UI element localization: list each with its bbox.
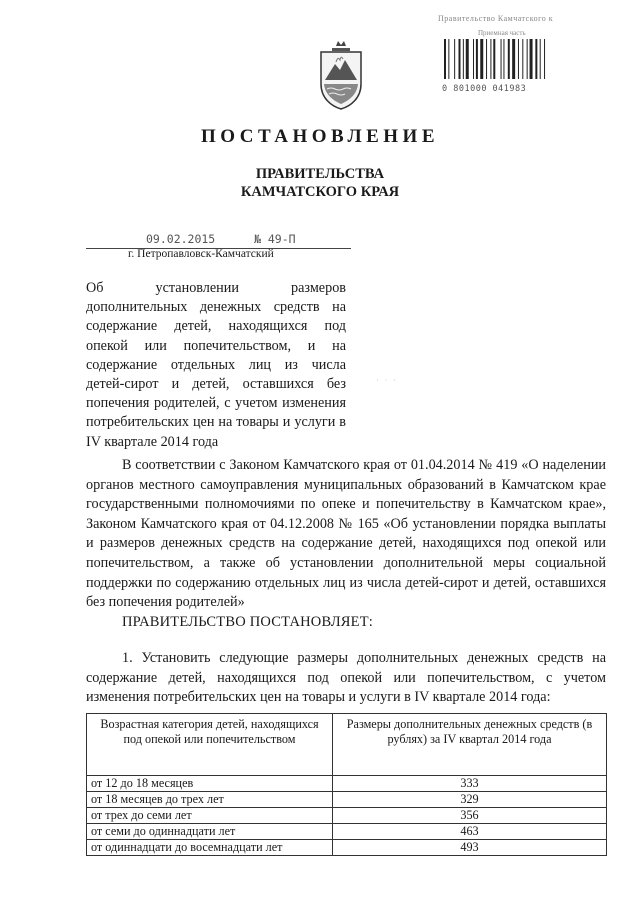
stamp-issuer: Правительство Камчатского к — [438, 14, 554, 23]
table-row — [87, 824, 607, 840]
stamp-office: Приемная часть — [478, 29, 526, 37]
authority-line-2: КАМЧАТСКОГО КРАЯ — [240, 184, 400, 200]
registration-stamp — [438, 14, 618, 94]
subject-heading: Об установлении размеров дополнительных денежных средств на содержание детей, находящихся под опекой или попечительством, и на содержание отдельных лиц из числа детей-сирот и детей, оставшихся без попечения родителей, с учетом изменения потребительских цен на товары и услуги в IV квартале 2014 года — [86, 280, 346, 450]
document-title: ПОСТАНОВЛЕНИЕ — [200, 126, 440, 147]
city: г. Петропавловск-Камчатский — [128, 248, 274, 260]
date-number-line — [86, 230, 351, 249]
category-cell: от 12 до 18 месяцев — [87, 776, 333, 792]
clause-1: 1. Установить следующие размеры дополнительных денежных средств на содержание детей, находящихся под опекой или попечительством, с учетом изменения потребительских цен на товары и услуги в IV квартале 2014 года: — [86, 650, 606, 706]
scan-speckle: · · · — [376, 376, 398, 385]
amount-cell: 463 — [333, 824, 607, 840]
category-cell: от 18 месяцев до трех лет — [87, 792, 333, 808]
table-row — [87, 808, 607, 824]
table-header-row — [87, 714, 607, 776]
category-cell: от одиннадцати до восемнадцати лет — [87, 840, 333, 856]
document-number: № 49-П — [254, 232, 296, 246]
table-row — [87, 776, 607, 792]
authority-line-1: ПРАВИТЕЛЬСТВА — [255, 166, 385, 182]
category-cell: от семи до одиннадцати лет — [87, 824, 333, 840]
coat-of-arms-icon — [316, 40, 366, 112]
barcode-number: 0 801000 041983 — [442, 84, 527, 94]
column-header-amount: Размеры дополнительных денежных средств (в рублях) за IV квартал 2014 года — [333, 714, 607, 776]
preamble-paragraph: В соответствии с Законом Камчатского края от 01.04.2014 № 419 «О наделении органов местного самоуправления муниципальных образований в Камчатском крае государственными полномочиями по опеке и попечительству в Камчатском крае», Законом Камчатского края от 04.12.2008 № 165 «Об установлении порядка выплаты и размеров денежных средств на содержание детей, находящихся под опекой или попечительством, а также об установлении дополнительной меры социальной поддержки по содержанию отдельных лиц из числа детей-сирот и детей, оставшихся без попечения родителей» — [86, 457, 606, 611]
rates-table — [86, 713, 607, 856]
table-row — [87, 792, 607, 808]
amount-cell: 356 — [333, 808, 607, 824]
amount-cell: 329 — [333, 792, 607, 808]
table-row — [87, 840, 607, 856]
column-header-category: Возрастная категория детей, находящихся под опекой или попечительством — [87, 714, 333, 776]
category-cell: от трех до семи лет — [87, 808, 333, 824]
decree-statement: ПРАВИТЕЛЬСТВО ПОСТАНОВЛЯЕТ: — [122, 614, 374, 630]
amount-cell: 493 — [333, 840, 607, 856]
barcode — [444, 39, 569, 79]
amount-cell: 333 — [333, 776, 607, 792]
document-date: 09.02.2015 — [146, 232, 216, 246]
